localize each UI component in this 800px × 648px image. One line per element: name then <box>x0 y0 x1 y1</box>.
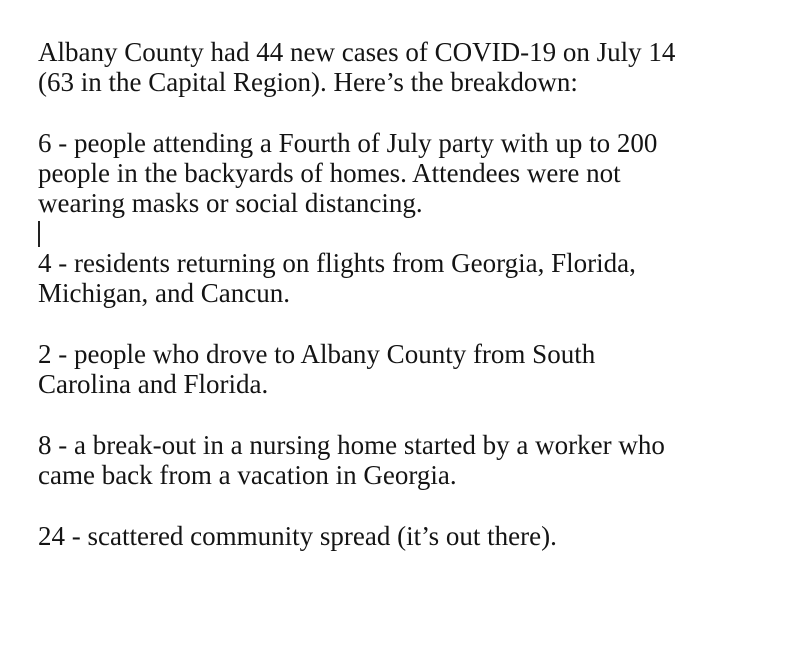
blank-line <box>38 399 788 430</box>
text-line: came back from a vacation in Georgia. <box>38 460 457 490</box>
breakdown-item-community-spread <box>38 521 788 551</box>
text-line: Carolina and Florida. <box>38 369 269 399</box>
text-line: 2 - people who drove to Albany County from South <box>38 339 596 369</box>
document-body[interactable] <box>38 37 788 551</box>
intro-paragraph <box>38 37 788 97</box>
text-cursor <box>38 221 40 247</box>
blank-line <box>38 97 788 128</box>
blank-line-with-cursor[interactable] <box>38 218 788 248</box>
text-line: (63 in the Capital Region). Here’s the breakdown: <box>38 67 578 97</box>
text-line: 24 - scattered community spread (it’s out there). <box>38 521 557 551</box>
text-line: 6 - people attending a Fourth of July party with up to 200 <box>38 128 658 158</box>
breakdown-item-nursing-home <box>38 430 788 490</box>
blank-line <box>38 490 788 521</box>
breakdown-item-party <box>38 128 788 218</box>
text-line: 4 - residents returning on flights from Georgia, Florida, <box>38 248 636 278</box>
text-line: Albany County had 44 new cases of COVID-19 on July 14 <box>38 37 676 67</box>
text-line: people in the backyards of homes. Attendees were not <box>38 158 621 188</box>
text-line: Michigan, and Cancun. <box>38 278 290 308</box>
breakdown-item-flights <box>38 248 788 308</box>
blank-line <box>38 308 788 339</box>
text-line: 8 - a break-out in a nursing home started by a worker who <box>38 430 665 460</box>
breakdown-item-drove <box>38 339 788 399</box>
text-line: wearing masks or social distancing. <box>38 188 423 218</box>
